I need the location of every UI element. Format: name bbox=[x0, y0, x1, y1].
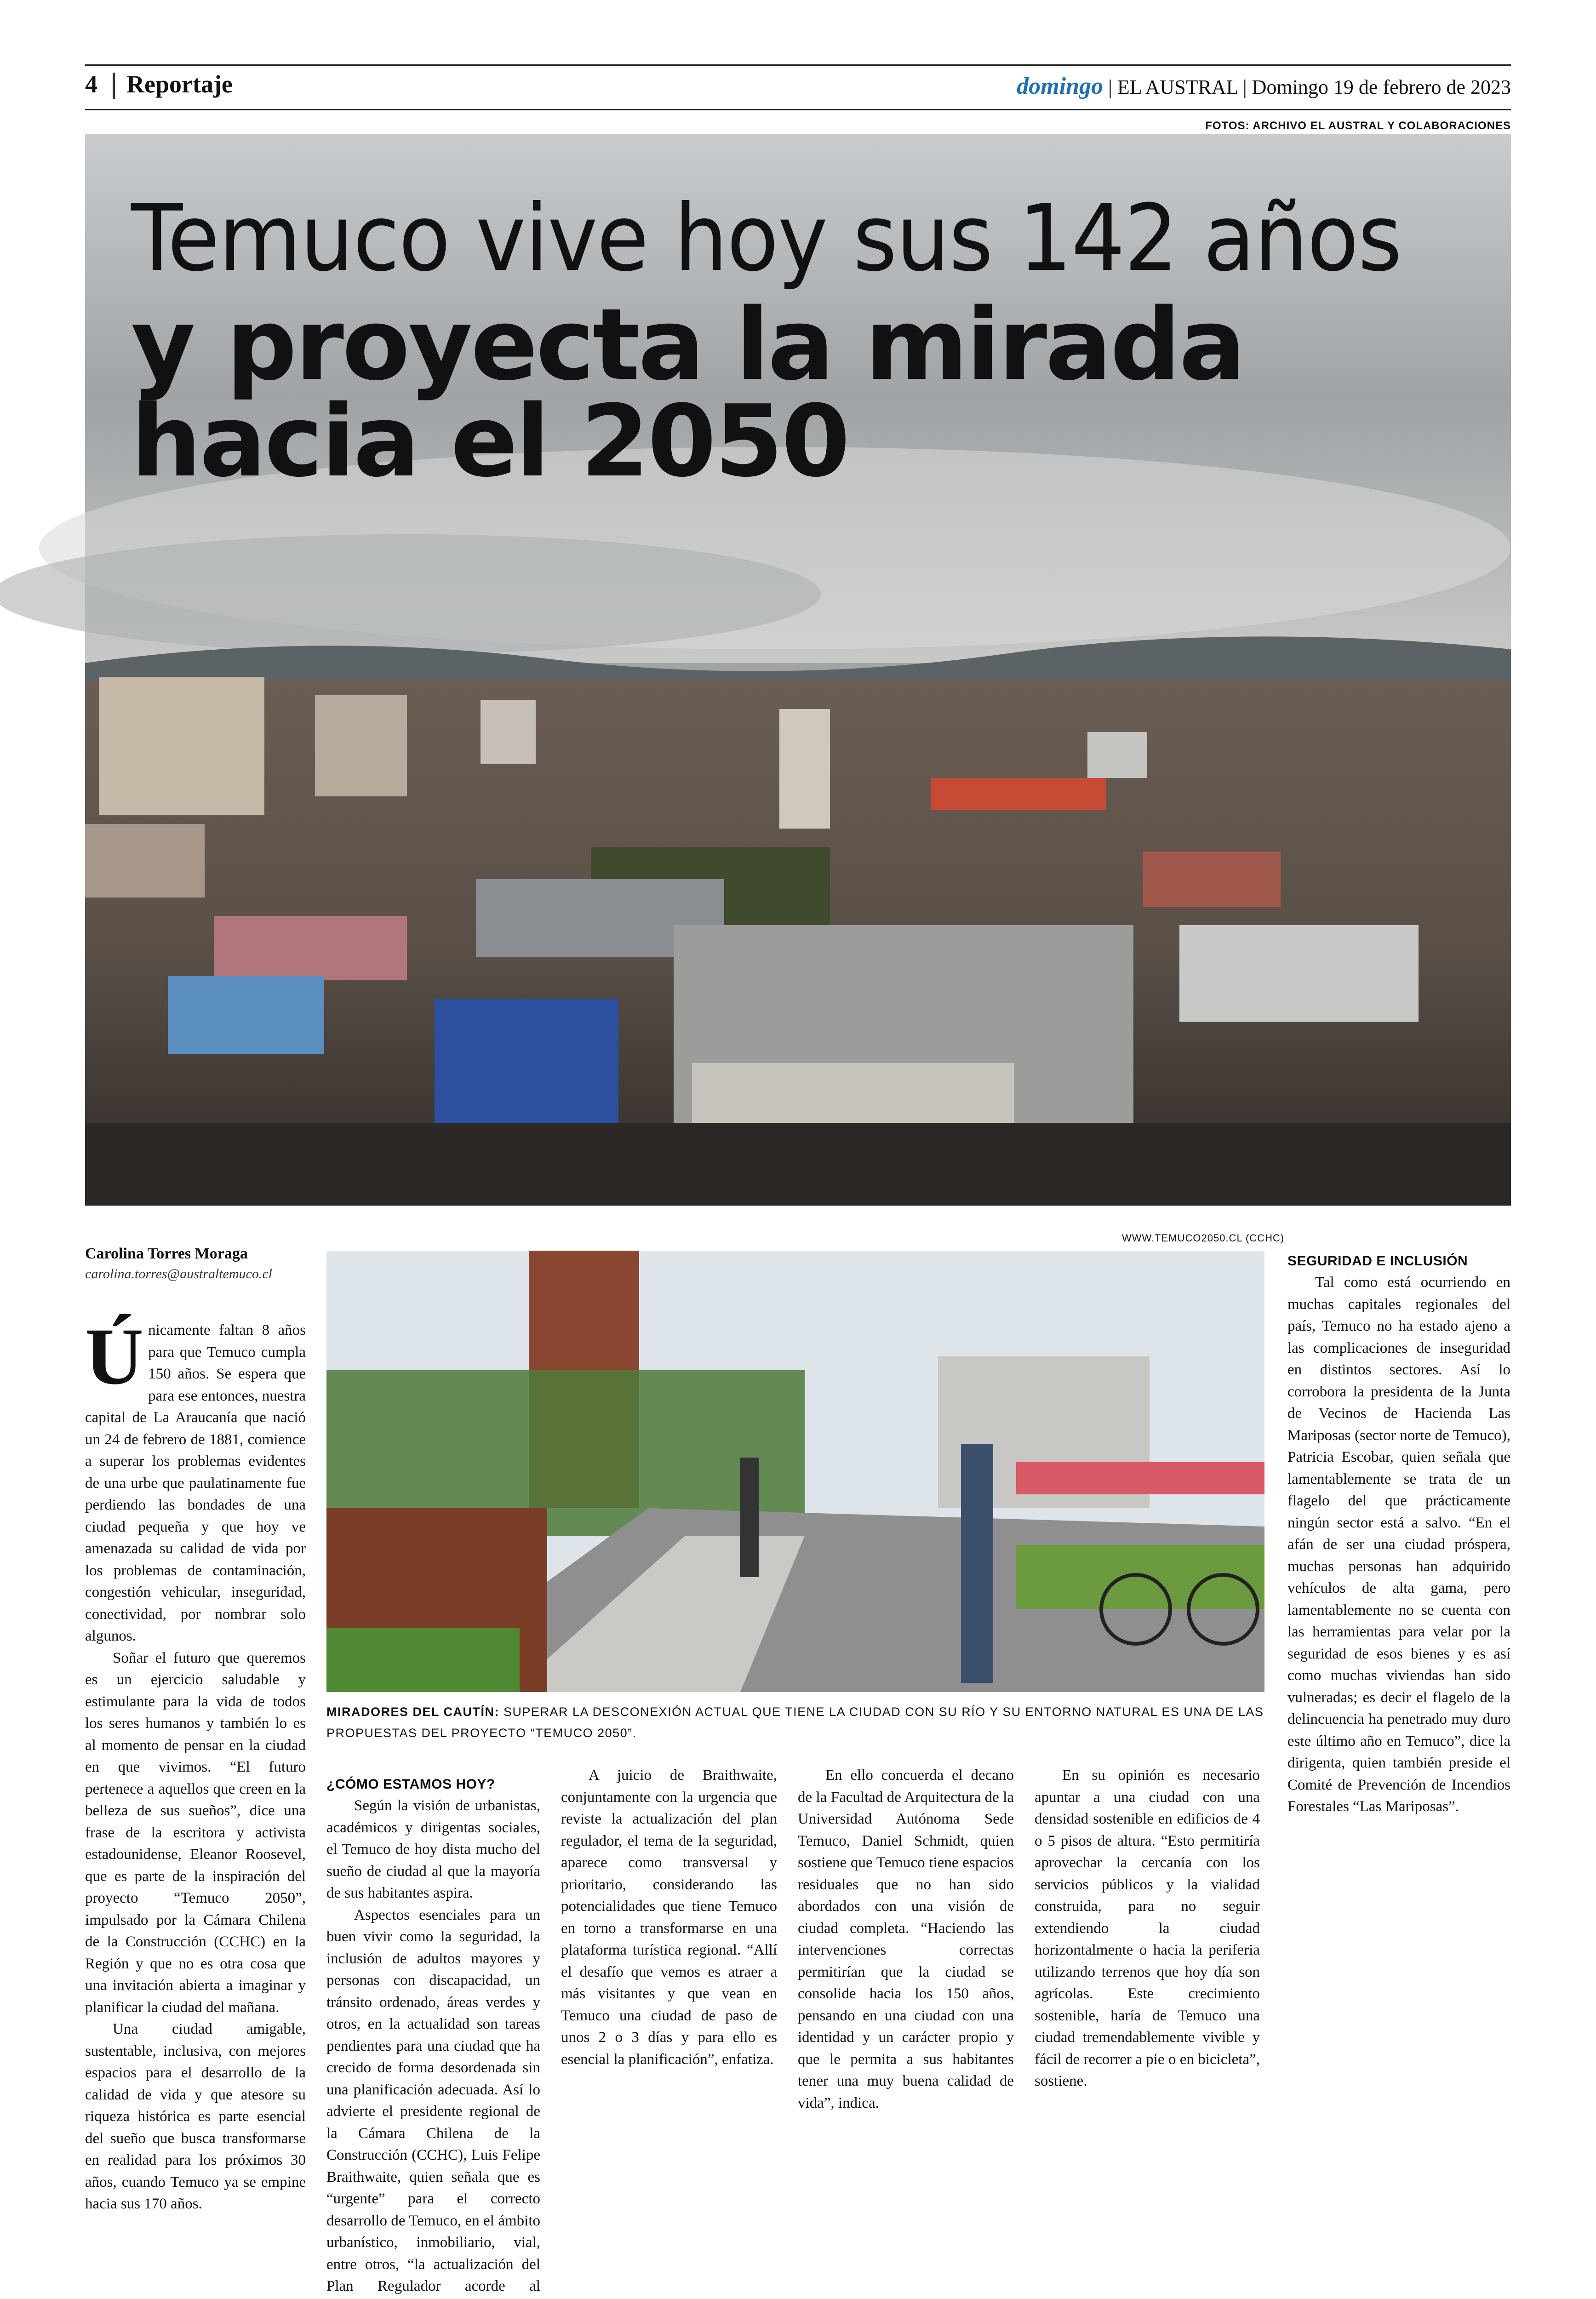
header-right: domingo | EL AUSTRAL | Domingo 19 de febrero de 2023 bbox=[1017, 73, 1511, 100]
render-photo bbox=[326, 1251, 1264, 1692]
paragraph-6: A juicio de Braithwaite, conjuntamente con la urgencia que reviste la actualización del plan regulador, el tema de la seguridad, aparece como transversal y prioritario, considerando las potencialidades que tiene Temuco en torno a transformarse en una plataforma turística regional. “Allí el desafío que vemos es atraer a más visitantes y que vean en Temuco una ciudad de paso de unos 2 o 3 días y para ello es esencial la planificación”, enfatiza. bbox=[561, 1765, 777, 2070]
headline-line-3: hacia el 2050 bbox=[131, 392, 848, 491]
article-column-1 bbox=[85, 1320, 306, 2215]
photo-caption bbox=[326, 1701, 1264, 1744]
paragraph-5: Aspectos esenciales para un buen vivir como la seguridad, la inclusión de adultos mayores y personas con discapacidad, un tránsito ordenado, áreas verdes y otros, en la actualidad son tareas pendientes para una ciudad que ha crecido de forma desordenada sin una planificación adecuada. Así lo advierte el presidente regional de la Cámara Chilena de la Construcción (CCHC), Luis Felipe Braithwaite, quien señala que es “urgente” para el correcto desarrollo de Temuco, en el ámbito urbanístico, inmobiliario, vial, entre otros, “la actualización del Plan Regulador acorde al bbox=[326, 1904, 540, 2299]
paragraph-4: Según la visión de urbanistas, académicos y dirigentas sociales, el Temuco de hoy dista mucho del sueño de ciudad al que la mayoría de sus habitantes aspira. bbox=[326, 1795, 540, 1904]
paragraph-9: Tal como está ocurriendo en muchas capitales regionales del país, Temuco no ha estado ajeno a las complicaciones de inseguridad en distintos sectores. Así lo corrobora la presidenta de la Junta de Vecinos de Hacienda Las Mariposas (sector norte de Temuco), Patricia Escobar, quien señala que lamentablemente se trata de un flagelo del que prácticamente ningún sector está a salvo. “En el afán de ser una ciudad próspera, muchas personas han adquirido vehículos de alta gama, pero lamentablemente no se cuenta con las herramientas para velar por la seguridad de esos bienes y es así como muchas viviendas han sido vulneradas; es decir el flagelo de la delincuencia ha penetrado muy duro este último año en Temuco”, dice la dirigenta, quien también preside el Comité de Prevención de Incendios Forestales “Las Mariposas”. bbox=[1287, 1272, 1510, 1818]
paragraph-1-wrap bbox=[85, 1320, 306, 1647]
article-column-5 bbox=[1035, 1765, 1260, 2093]
hero-photo bbox=[85, 134, 1511, 1206]
render-credit: WWW.TEMUCO2050.CL (CCHC) bbox=[1122, 1232, 1284, 1244]
paragraph-1: nicamente faltan 8 años para que Temuco cumpla 150 años. Se espera que para ese entonces, nuestra capital de La Araucanía que nació un 24 de febrero de 1881, comience a superar los problemas evidentes de una urbe que paulatinamente fue perdiendo las bondades de una ciudad pequeña y que hoy ve amenazada su calidad de vida por los problemas de contaminación, congestión vehicular, inseguridad, conectividad, por nombrar solo algunos. bbox=[85, 1322, 306, 1644]
article-column-3 bbox=[561, 1765, 777, 2070]
caption-text: SUPERAR LA DESCONEXIÓN ACTUAL QUE TIENE LA CIUDAD CON SU RÍO Y SU ENTORNO NATURAL ES UNA DE LAS PROPUESTAS DEL PROYECTO “TEMUCO 2050”. bbox=[326, 1705, 1264, 1740]
paragraph-3: Una ciudad amigable, sustentable, inclusiva, con mejores espacios para el desarrollo de la calidad de vida y que atesore su riqueza histórica es parte esencial del sueño que busca transformarse en realidad para los próximos 30 años, cuando Temuco ya se empine hacia sus 170 años. bbox=[85, 2019, 306, 2215]
subhead-1: ¿CÓMO ESTAMOS HOY? bbox=[326, 1777, 540, 1792]
drop-cap: Ú bbox=[85, 1322, 143, 1391]
paragraph-7: En ello concuerda el decano de la Facultad de Arquitectura de la Universidad Autónoma Sede Temuco, Daniel Schmidt, quien sostiene que Temuco tiene espacios residuales que no han sido abordados con una visión de ciudad completa. “Haciendo las intervenciones correctas permitirían que la ciudad se consolide hacia los 150 años, pensando en una ciudad con una identidad y un carácter propio y que le permita a sus habitantes tener una muy buena calidad de vida”, indica. bbox=[798, 1765, 1014, 2114]
paragraph-8: En su opinión es necesario apuntar a una ciudad con una densidad sostenible en edificios de 4 o 5 pisos de altura. “Esto permitiría aprovechar la cercanía con los servicios públicos y la vialidad construida, para no seguir extendiendo la ciudad horizontalmente o hacia la periferia utilizando terrenos que hoy día son agrícolas. Este crecimiento sostenible, haría de Temuco una ciudad tremendablemente vivible y fácil de recorrer a pie o en bicicleta”, sostiene. bbox=[1035, 1765, 1260, 2093]
issue-date: Domingo 19 de febrero de 2023 bbox=[1252, 76, 1511, 98]
supplement-brand: domingo bbox=[1017, 73, 1103, 99]
header-divider bbox=[113, 73, 115, 99]
headline-line-1: Temuco vive hoy sus 142 años bbox=[131, 185, 1401, 292]
subhead-2: SEGURIDAD E INCLUSIÓN bbox=[1287, 1253, 1510, 1269]
article-column-6 bbox=[1287, 1241, 1510, 1818]
article-column-2 bbox=[326, 1765, 540, 2299]
plaza-render-illustration bbox=[326, 1251, 1264, 1692]
author-email: carolina.torres@australtemuco.cl bbox=[85, 1266, 272, 1282]
headline-line-2: y proyecta la mirada bbox=[131, 295, 1244, 394]
caption-label: MIRADORES DEL CAUTÍN: bbox=[326, 1705, 499, 1719]
photo-credit: FOTOS: ARCHIVO EL AUSTRAL Y COLABORACIONES bbox=[1205, 120, 1511, 132]
author-name: Carolina Torres Moraga bbox=[85, 1245, 248, 1263]
article-column-4 bbox=[798, 1765, 1014, 2114]
page-number: 4 bbox=[85, 70, 97, 98]
newspaper-name: EL AUSTRAL bbox=[1117, 76, 1238, 98]
section-name: Reportaje bbox=[126, 70, 233, 98]
page-header bbox=[85, 64, 1511, 110]
paragraph-2: Soñar el futuro que queremos es un ejercicio saludable y estimulante para la vida de todos los seres humanos y también lo es al momento de pensar en la ciudad en que vivimos. “El futuro pertenece a aquellos que creen en la belleza de sus sueños”, dice una frase de la escritora y activista estadounidense, Eleanor Roosevel, que es parte de la inspiración del proyecto “Temuco 2050”, impulsado por la Cámara Chilena de la Construcción (CCHC) en la Región y que no es otra cosa que una invitación abierta a imaginar y planificar la ciudad del mañana. bbox=[85, 1647, 306, 2019]
